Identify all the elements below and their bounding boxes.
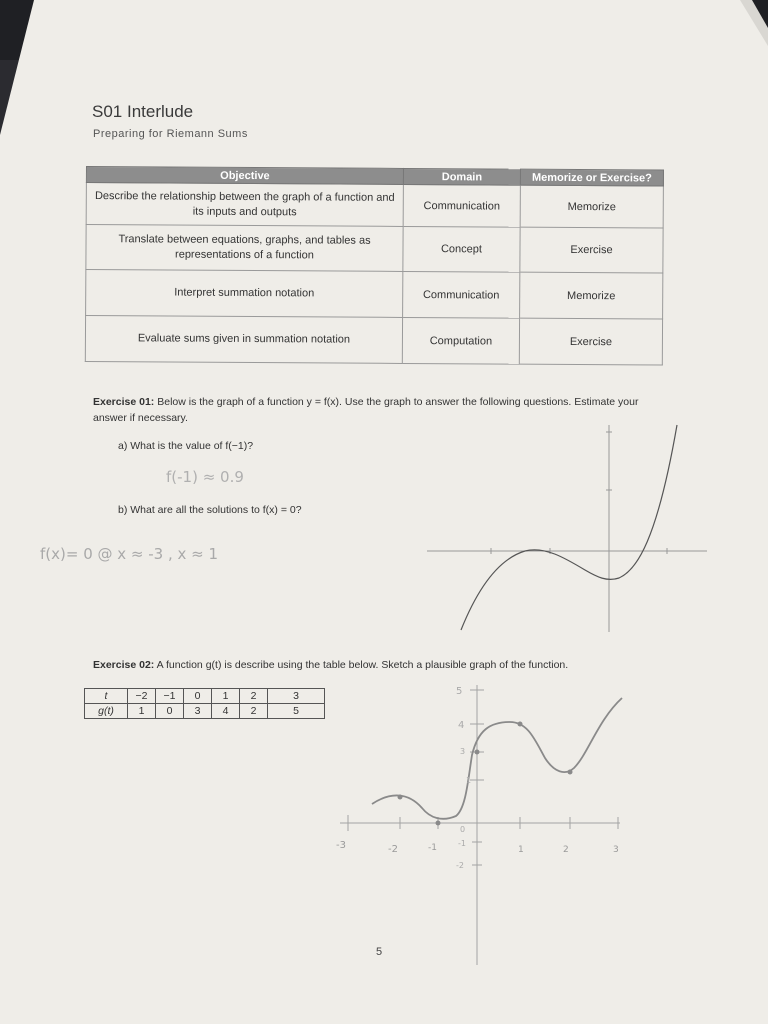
col-memorize: Memorize or Exercise? <box>520 169 663 186</box>
sketch-tick-label: -1 <box>428 843 437 853</box>
type-cell: Memorize <box>520 185 663 228</box>
domain-cell: Communication <box>403 271 520 318</box>
g-label: g(t) <box>85 704 128 719</box>
function-graph-f <box>425 420 715 640</box>
sketch-tick-label: 0 <box>460 825 466 834</box>
table-row <box>85 316 662 366</box>
t-cell: −1 <box>156 689 184 704</box>
t-cell: 2 <box>240 689 268 704</box>
curve-f <box>461 425 677 630</box>
sketch-tick-label: -1 <box>458 839 466 848</box>
table-row <box>85 689 325 704</box>
objectives-table <box>85 166 664 366</box>
sketch-tick-label: 3 <box>460 747 466 756</box>
page-subtitle: Preparing for Riemann Sums <box>93 128 248 140</box>
handwritten-answer-a: f(-1) ≈ 0.9 <box>166 468 244 486</box>
g-cell: 3 <box>184 704 212 719</box>
plotted-point <box>568 770 573 775</box>
g-cell: 4 <box>212 704 240 719</box>
g-cell: 1 <box>128 704 156 719</box>
g-table <box>84 688 325 719</box>
handwritten-answer-b: f(x)= 0 @ x ≈ -3 , x ≈ 1 <box>40 545 219 563</box>
sketch-tick-label: 4 <box>458 720 465 731</box>
sketch-tick-label: -2 <box>456 861 464 870</box>
sketch-curve <box>372 698 622 819</box>
sketch-tick-label: 1 <box>518 845 524 855</box>
plotted-point <box>475 750 480 755</box>
exercise2-label: Exercise 02: <box>93 659 155 671</box>
sketch-tick-label: -2 <box>388 844 398 855</box>
t-cell: 3 <box>268 689 325 704</box>
objective-cell: Evaluate sums given in summation notation <box>85 316 402 364</box>
type-cell: Exercise <box>520 227 663 273</box>
question-a: a) What is the value of f(−1)? <box>118 440 254 452</box>
exercise2-prompt <box>93 659 568 671</box>
sketch-tick-label: 1 <box>466 776 472 785</box>
type-cell: Memorize <box>520 272 663 319</box>
domain-cell: Computation <box>402 317 519 364</box>
t-cell: 1 <box>212 689 240 704</box>
table-row <box>86 270 663 320</box>
g-cell: 0 <box>156 704 184 719</box>
question-b: b) What are all the solutions to f(x) = 0? <box>118 504 302 516</box>
col-objective: Objective <box>86 167 403 185</box>
objective-cell: Translate between equations, graphs, and tables as representations of a function <box>86 225 403 272</box>
table-row <box>86 225 663 274</box>
type-cell: Exercise <box>519 318 662 365</box>
table-row <box>86 183 663 229</box>
sketch-tick-label: -3 <box>336 840 346 851</box>
sketch-tick-label: 3 <box>613 845 619 855</box>
exercise2-text: A function g(t) is describe using the table below. Sketch a plausible graph of the function. <box>156 659 569 671</box>
domain-cell: Communication <box>403 184 520 227</box>
objective-cell: Interpret summation notation <box>86 270 403 318</box>
sketch-tick-label: 5 <box>456 686 463 697</box>
hand-sketch-g <box>330 680 630 970</box>
page-title: S01 Interlude <box>92 102 194 121</box>
t-cell: 0 <box>184 689 212 704</box>
page-number: 5 <box>376 946 383 958</box>
plotted-point <box>518 722 523 727</box>
sketch-tick-label: 2 <box>563 845 569 855</box>
g-cell: 5 <box>268 704 325 719</box>
g-cell: 2 <box>240 704 268 719</box>
plotted-point <box>398 795 403 800</box>
table-row <box>85 704 325 719</box>
t-label: t <box>85 689 128 704</box>
exercise1-text: Below is the graph of a function y = f(x). Use the graph to answer the following questions. Estimate your answer if necessary. <box>93 396 639 424</box>
col-domain: Domain <box>403 168 520 185</box>
plotted-point <box>436 821 441 826</box>
objective-cell: Describe the relationship between the graph of a function and its inputs and outputs <box>86 183 403 227</box>
exercise1-label: Exercise 01: <box>93 396 155 408</box>
t-cell: −2 <box>128 689 156 704</box>
domain-cell: Concept <box>403 226 520 272</box>
